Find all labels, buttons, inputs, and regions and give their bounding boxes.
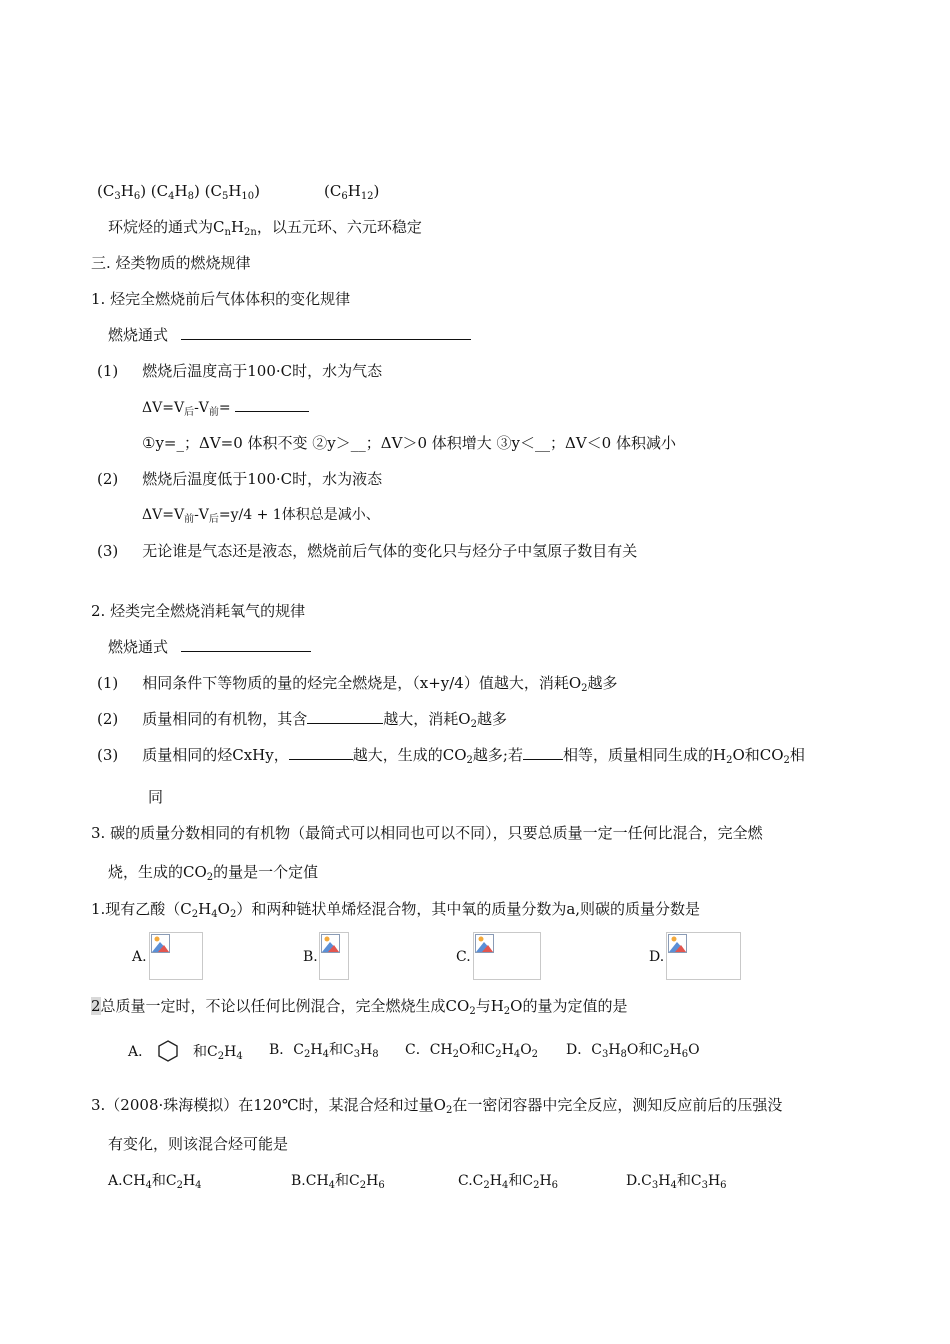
q1-option-b-image[interactable]	[319, 932, 349, 980]
volume-change-cases: ①y=_；ΔV=0 体积不变 ②y＞__；ΔV＞0 体积增大 ③y＜__；ΔV＜0 体积减小	[142, 434, 676, 452]
q3-option-a[interactable]: $A.CH_4$和$C_2H_4$	[108, 1173, 202, 1191]
question-2-stem: 2总质量一定时，不论以任何比例混合，完全燃烧生成$CO_2$与$H_2O$的量为定值的是	[91, 997, 628, 1017]
cycloalkane-formula-line: 环烷烃的通式为$C_nH_{2n}$，以五元环、六元环稳定	[108, 218, 422, 238]
question-3-stem-continued: 有变化，则该混合烃可能是	[108, 1135, 289, 1153]
q1-option-c-image[interactable]	[473, 932, 541, 980]
q2-option-a[interactable]: A． 和$C_2H_4$	[128, 1040, 243, 1067]
delta-v-equation-2: $\Delta V=V_前-V_后=y/4 + 1$体积总是减小、	[142, 507, 380, 525]
formula-line-alkenes: $(C_3H_6)$ $(C_4H_8)$ $(C_5H_{10})$	[97, 182, 260, 202]
answer-blank[interactable]	[235, 397, 309, 412]
answer-blank[interactable]	[307, 709, 383, 724]
q3-option-d[interactable]: $D.C_3H_4$和$C_3H_6$	[626, 1173, 727, 1191]
benzene-ring-icon	[157, 1040, 179, 1062]
q1-option-b-label[interactable]: B.	[303, 949, 318, 965]
q3-option-c[interactable]: $C.C_2H_4$和$C_2H_6$	[458, 1173, 559, 1191]
oxygen-rule-3: (3) 质量相同的烃CxHy， 越大，生成的$CO_2$越多;若 相等，质量相同生成的$H_2O$和$CO_2$相	[97, 746, 805, 766]
combustion-formula-line-2: 燃烧通式	[108, 637, 311, 657]
q1-option-c-label[interactable]: C.	[456, 949, 471, 965]
item-3-hydrogen-dependence: (3) 无论谁是气态还是液态，燃烧前后气体的变化只与烃分子中氢原子数目有关	[97, 542, 638, 560]
subsection-heading-3: 3. 碳的质量分数相同的有机物（最简式可以相同也可以不同），只要总质量一定一任何比混合，完全燃	[91, 824, 763, 842]
combustion-formula-line-1: 燃烧通式	[108, 325, 471, 345]
question-3-stem: 3.（2008·珠海模拟）在120℃时，某混合烃和过量$O_2$在一密闭容器中完全反应，测知反应前后的压强没	[91, 1096, 783, 1116]
q1-option-d-label[interactable]: D.	[649, 949, 665, 965]
answer-blank[interactable]	[289, 745, 353, 760]
q1-option-a-label[interactable]: A.	[132, 949, 147, 965]
section-heading-3: 三. 烃类物质的燃烧规律	[91, 254, 251, 272]
answer-blank[interactable]	[181, 637, 311, 652]
broken-image-icon	[321, 934, 340, 953]
oxygen-rule-1: (1) 相同条件下等物质的量的烃完全燃烧是，（x+y/4）值越大，消耗$O_2$越多	[97, 674, 618, 694]
q2-option-d[interactable]: D．$C_3H_8O$和$C_2H_6O$	[566, 1042, 700, 1060]
question-1-stem: 1.现有乙酸$(C_2H_4O_2)$和两种链状单烯烃混合物，其中氧的质量分数为a,则碳的质量分数是	[91, 900, 701, 920]
item-1-gas-water: (1) 燃烧后温度高于100·C时，水为气态	[97, 362, 383, 380]
subsection-heading-3-continued: 烧，生成的$CO_2$的量是一个定值	[108, 863, 319, 883]
subsection-heading-1: 1. 烃完全燃烧前后气体体积的变化规律	[91, 290, 351, 308]
broken-image-icon	[668, 934, 687, 953]
subsection-heading-2: 2. 烃类完全燃烧消耗氧气的规律	[91, 602, 306, 620]
answer-blank[interactable]	[181, 325, 471, 340]
question-number: 2	[91, 997, 101, 1015]
q1-option-d-image[interactable]	[666, 932, 741, 980]
q1-option-a-image[interactable]	[149, 932, 203, 980]
answer-blank[interactable]	[523, 745, 563, 760]
q3-option-b[interactable]: $B.CH_4$和$C_2H_6$	[291, 1173, 385, 1191]
delta-v-equation-1: $\Delta V=V_后-V_前=$	[142, 397, 309, 423]
oxygen-rule-2: (2) 质量相同的有机物，其含 越大，消耗$O_2$越多	[97, 710, 507, 730]
q2-option-c[interactable]: C．$CH_2O$和$C_2H_4O_2$	[405, 1042, 539, 1060]
oxygen-rule-3-continued: 同	[148, 788, 164, 806]
broken-image-icon	[151, 934, 170, 953]
formula-c6h12: $(C_6H_{12})$	[324, 182, 380, 202]
item-2-liquid-water: (2) 燃烧后温度低于100·C时，水为液态	[97, 470, 383, 488]
broken-image-icon	[475, 934, 494, 953]
q2-option-b[interactable]: B．$C_2H_4$和$C_3H_8$	[269, 1042, 379, 1060]
